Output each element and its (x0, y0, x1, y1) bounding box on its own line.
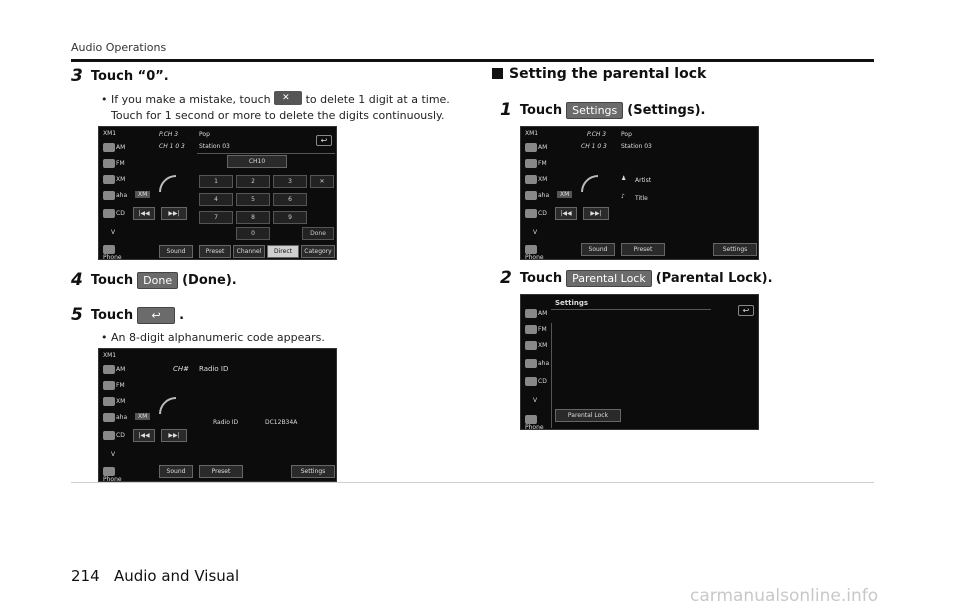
prev-icon[interactable]: |◀◀ (133, 207, 155, 220)
key-6[interactable]: 6 (273, 193, 307, 206)
delete-key-icon[interactable]: ✕ (310, 175, 334, 188)
settings-button[interactable]: Settings (713, 243, 757, 256)
source-am[interactable]: AM (103, 143, 125, 152)
radio-icon (525, 159, 537, 168)
square-bullet-icon (492, 68, 503, 79)
source-xm[interactable]: XM (525, 341, 547, 350)
source-am[interactable]: AM (525, 309, 547, 318)
bullet-code: • An 8-digit alphanumeric code appears. (101, 331, 325, 344)
source-aha[interactable]: aha (103, 413, 127, 422)
page-number: 214 (71, 567, 100, 585)
xm-badge: XM (135, 191, 150, 198)
source-aha[interactable]: aha (525, 191, 549, 200)
source-xm[interactable]: XM (525, 175, 547, 184)
disc-icon (103, 209, 115, 218)
step-1: 1 Touch Settings (Settings). (500, 100, 706, 120)
step-text: Touch “0”. (90, 68, 169, 84)
bullet-continuous: Touch for 1 second or more to delete the digits continuously. (111, 109, 445, 122)
scroll-down-arrow[interactable]: V (533, 397, 538, 404)
prev-icon[interactable]: |◀◀ (133, 429, 155, 442)
key-1[interactable]: 1 (199, 175, 233, 188)
back-chip-icon: ↩ (137, 307, 175, 324)
section-heading: Setting the parental lock (492, 66, 706, 82)
screen-settings (520, 294, 759, 430)
key-8[interactable]: 8 (236, 211, 270, 224)
artist-label: Artist (635, 177, 652, 184)
key-5[interactable]: 5 (236, 193, 270, 206)
page-footer (71, 567, 239, 585)
category-button[interactable]: Category (301, 245, 335, 258)
music-note-icon: ♪ (621, 193, 625, 200)
step-5: 5 Touch ↩ . (71, 305, 185, 325)
scroll-down-arrow[interactable]: V (111, 229, 116, 236)
source-list (521, 295, 551, 429)
artist-icon: ♟ (621, 175, 627, 182)
source-phone[interactable]: Phone (525, 415, 551, 430)
source-cd[interactable]: CD (103, 209, 125, 218)
source-fm[interactable]: FM (525, 325, 547, 334)
settings-chip: Settings (566, 102, 623, 119)
channel-input-display: CH10 (227, 155, 287, 168)
satellite-icon (103, 397, 115, 406)
source-cd[interactable]: CD (525, 209, 547, 218)
source-fm[interactable]: FM (103, 381, 125, 390)
settings-button[interactable]: Settings (291, 465, 335, 478)
screen-now-playing: XM1 AM FM XM aha CD V Phone P.CH 3 Pop CH 1 0 3 Station 03 XM ♟ Artist ♪ Title |◀◀ ▶▶| Sound Preset Settings (520, 126, 759, 260)
radio-id-value: DC12B34A (265, 419, 298, 426)
screen-radio-id: XM1 AM FM XM aha CD V Phone CH# Radio ID XM |◀◀ ▶▶| Radio ID DC12B34A Sound Preset Settings (98, 348, 337, 482)
step-number: 3 (71, 66, 83, 86)
done-chip: Done (137, 272, 178, 289)
source-cd[interactable]: CD (103, 431, 125, 440)
key-9[interactable]: 9 (273, 211, 307, 224)
sound-button[interactable]: Sound (159, 465, 193, 478)
source-phone[interactable]: Phone (103, 245, 129, 260)
phone-icon (525, 415, 537, 424)
source-phone[interactable]: Phone (103, 467, 129, 482)
step-2: 2 Touch Parental Lock (Parental Lock). (500, 268, 773, 288)
satellite-icon (525, 175, 537, 184)
xm-badge: XM (557, 191, 572, 198)
footer-rule (71, 482, 874, 483)
disc-icon (525, 209, 537, 218)
screen-direct-tune: XM1 AM FM XM aha CD V Phone P.CH 3 Pop CH 1 0 3 Station 03 ↩ XM |◀◀ ▶▶| CH10 1 2 3 ✕ 4 5 6 7 8 9 0 Done Sound Preset Channel Direct Category (98, 126, 337, 260)
key-4[interactable]: 4 (199, 193, 233, 206)
phone-icon (103, 467, 115, 476)
key-7[interactable]: 7 (199, 211, 233, 224)
xm-badge: XM (135, 413, 150, 420)
next-icon[interactable]: ▶▶| (161, 429, 187, 442)
preset-button[interactable]: Preset (621, 243, 665, 256)
phone-icon (103, 245, 115, 254)
radio-id-label: Radio ID (213, 419, 239, 426)
step-4: 4 Touch Done (Done). (71, 270, 237, 290)
source-am[interactable]: AM (103, 365, 125, 374)
aha-icon (103, 413, 115, 422)
source-list: XM1 AM FM XM aha CD V Phone (103, 130, 128, 260)
key-2[interactable]: 2 (236, 175, 270, 188)
title-label: Title (635, 195, 648, 202)
source-list: XM1 AM FM XM aha CD V Phone (525, 130, 550, 260)
source-phone[interactable]: Phone (525, 245, 551, 260)
settings-title: Settings (555, 299, 589, 307)
radio-icon (103, 365, 115, 374)
source-xm[interactable]: XM (103, 397, 125, 406)
chapter-title: Audio and Visual (113, 567, 240, 585)
next-icon[interactable]: ▶▶| (161, 207, 187, 220)
radio-icon (525, 143, 537, 152)
direct-button[interactable]: Direct (267, 245, 299, 258)
satellite-icon (525, 341, 537, 350)
aha-icon (103, 191, 115, 200)
source-list: XM1 AM FM XM aha CD V Phone (103, 352, 128, 482)
source-cd[interactable]: CD (525, 377, 547, 386)
aha-icon (525, 191, 537, 200)
key-0[interactable]: 0 (236, 227, 270, 240)
done-button[interactable]: Done (302, 227, 334, 240)
key-3[interactable]: 3 (273, 175, 307, 188)
source-fm[interactable]: FM (103, 159, 125, 168)
step-3 (71, 66, 169, 86)
sound-button[interactable]: Sound (581, 243, 615, 256)
prev-icon[interactable]: |◀◀ (555, 207, 577, 220)
aha-icon (525, 359, 537, 368)
source-aha[interactable]: aha (103, 191, 127, 200)
scroll-down-arrow[interactable]: V (111, 451, 116, 458)
preset-button[interactable]: Preset (199, 245, 231, 258)
running-header: Audio Operations (71, 41, 167, 54)
delete-digit-icon: ✕ (274, 91, 302, 105)
next-icon[interactable]: ▶▶| (583, 207, 609, 220)
phone-icon (525, 245, 537, 254)
source-aha[interactable]: aha (525, 359, 549, 368)
parental-lock-chip: Parental Lock (566, 270, 652, 287)
scroll-down-arrow[interactable]: V (533, 229, 538, 236)
parental-lock-button[interactable]: Parental Lock (555, 409, 621, 422)
radio-icon (103, 381, 115, 390)
radio-icon (525, 309, 537, 318)
bullet-mistake: • If you make a mistake, touch ✕ to delete 1 digit at a time. Touch for 1 second or more to delete the digits continuously. (101, 93, 450, 122)
back-icon[interactable]: ↩ (316, 135, 332, 146)
radio-icon (103, 143, 115, 152)
back-icon[interactable]: ↩ (738, 305, 754, 316)
source-xm[interactable]: XM (103, 175, 125, 184)
sound-button[interactable]: Sound (159, 245, 193, 258)
channel-button[interactable]: Channel (233, 245, 265, 258)
disc-icon (103, 431, 115, 440)
source-fm[interactable]: FM (525, 159, 547, 168)
watermark: carmanualsonline.info (690, 586, 879, 606)
satellite-icon (103, 175, 115, 184)
radio-icon (103, 159, 115, 168)
disc-icon (525, 377, 537, 386)
header-rule (71, 59, 874, 62)
radio-icon (525, 325, 537, 334)
source-am[interactable]: AM (525, 143, 547, 152)
preset-button[interactable]: Preset (199, 465, 243, 478)
